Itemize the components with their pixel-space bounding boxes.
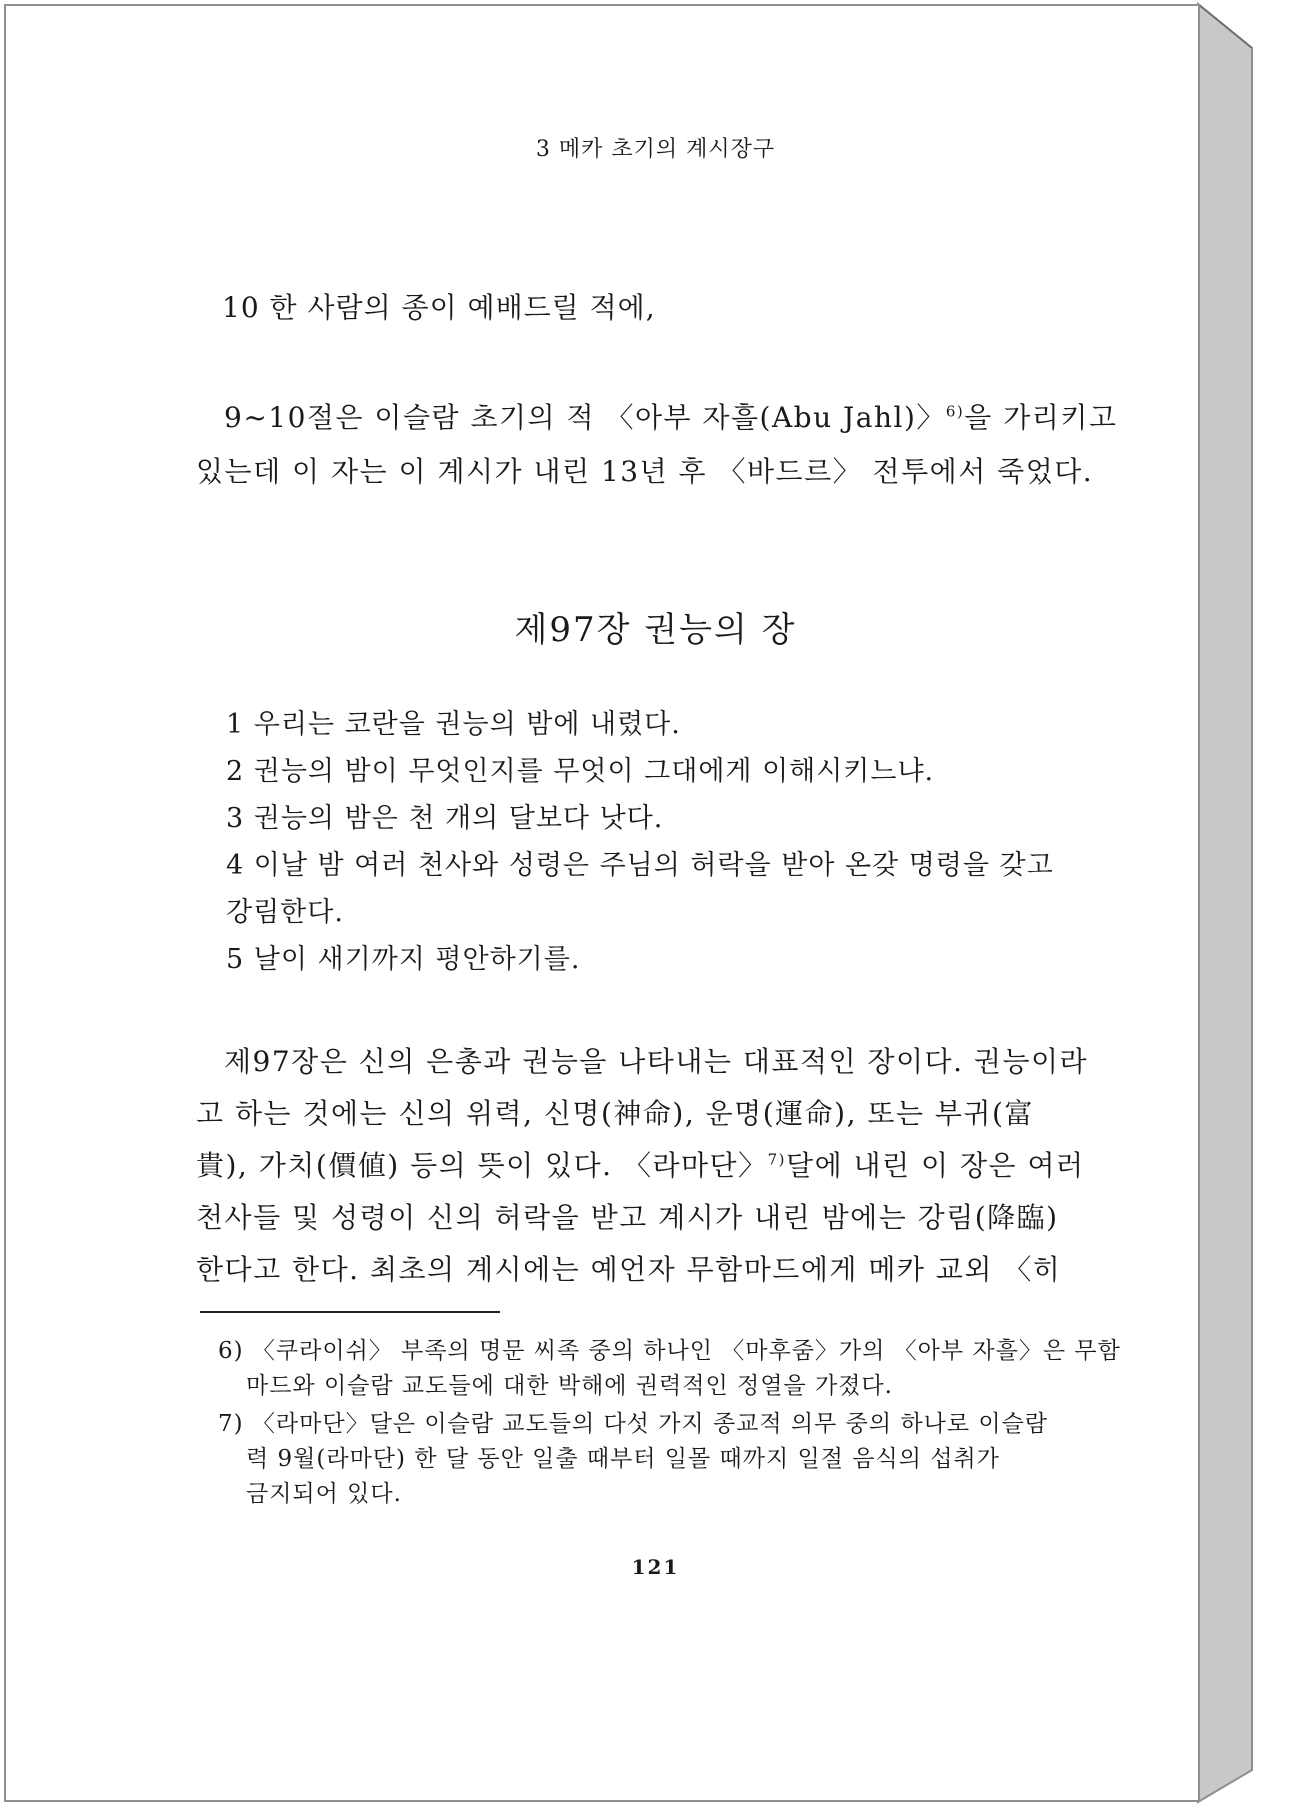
footnote-divider xyxy=(200,1311,500,1313)
commentary-2-line-3-b: 달에 내린 이 장은 여러 xyxy=(786,1149,1085,1182)
commentary-2-line-5: 한다고 한다. 최초의 계시에는 예언자 무함마드에게 메카 교외 〈히 xyxy=(196,1253,1062,1286)
footnote-7-line-1: 7) 〈라마단〉달은 이슬람 교도들의 다섯 가지 종교적 의무 중의 하나로 이슬람 xyxy=(218,1411,1049,1437)
footnote-7-line-2: 력 9월(라마단) 한 달 동안 일출 때부터 일몰 때까지 일절 음식의 섭취가 xyxy=(246,1446,1000,1472)
commentary-1-line-1 xyxy=(224,396,1117,436)
footnote-6-line-2: 마드와 이슬람 교도들에 대한 박해에 권력적인 정열을 가졌다. xyxy=(246,1373,893,1399)
page-number: 121 xyxy=(631,1555,680,1579)
verse-4: 4 이날 밤 여러 천사와 성령은 주님의 허락을 받아 온갖 명령을 갖고 xyxy=(226,850,1054,881)
footnote-6-line-1: 6) 〈쿠라이쉬〉 부족의 명문 씨족 중의 하나인 〈마후줌〉가의 〈아부 자흘〉은 무함 xyxy=(218,1338,1121,1364)
footnote-ref-7: 7) xyxy=(767,1150,787,1169)
verse-5: 5 날이 새기까지 평안하기를. xyxy=(226,944,581,975)
verse-10-prev: 10 한 사람의 종이 예배드릴 적에, xyxy=(222,291,656,324)
commentary-2-line-4: 천사들 및 성령이 신의 허락을 받고 계시가 내린 밤에는 강림(降臨) xyxy=(196,1201,1059,1234)
commentary-2-line-2: 고 하는 것에는 신의 위력, 신명(神命), 운명(運命), 또는 부귀(富 xyxy=(196,1097,1034,1130)
commentary-1-line-1-b: 을 가리키고 xyxy=(964,401,1118,434)
chapter-title: 제97장 권능의 장 xyxy=(514,610,797,650)
footnote-7-line-3: 금지되어 있다. xyxy=(246,1481,402,1507)
verse-4-cont: 강림한다. xyxy=(226,897,344,928)
commentary-2-line-3 xyxy=(196,1144,1085,1184)
verse-2: 2 권능의 밤이 무엇인지를 무엇이 그대에게 이해시키느냐. xyxy=(226,756,935,787)
verse-1: 1 우리는 코란을 권능의 밤에 내렸다. xyxy=(226,709,681,740)
commentary-2-line-1: 제97장은 신의 은총과 권능을 나타내는 대표적인 장이다. 권능이라 xyxy=(224,1045,1089,1078)
footnote-ref-6: 6) xyxy=(945,402,965,421)
page-face xyxy=(4,4,1200,1802)
verse-3: 3 권능의 밤은 천 개의 달보다 낫다. xyxy=(226,803,664,834)
commentary-2-line-3-a: 貴), 가치(價値) 등의 뜻이 있다. 〈라마단〉 xyxy=(196,1149,768,1182)
commentary-1-line-2: 있는데 이 자는 이 계시가 내린 13년 후 〈바드르〉 전투에서 죽었다. xyxy=(196,455,1094,488)
running-head: 3 메카 초기의 계시장구 xyxy=(535,137,776,162)
commentary-1-line-1-a: 9~10절은 이슬람 초기의 적 〈아부 자흘(Abu Jahl)〉 xyxy=(224,401,946,434)
